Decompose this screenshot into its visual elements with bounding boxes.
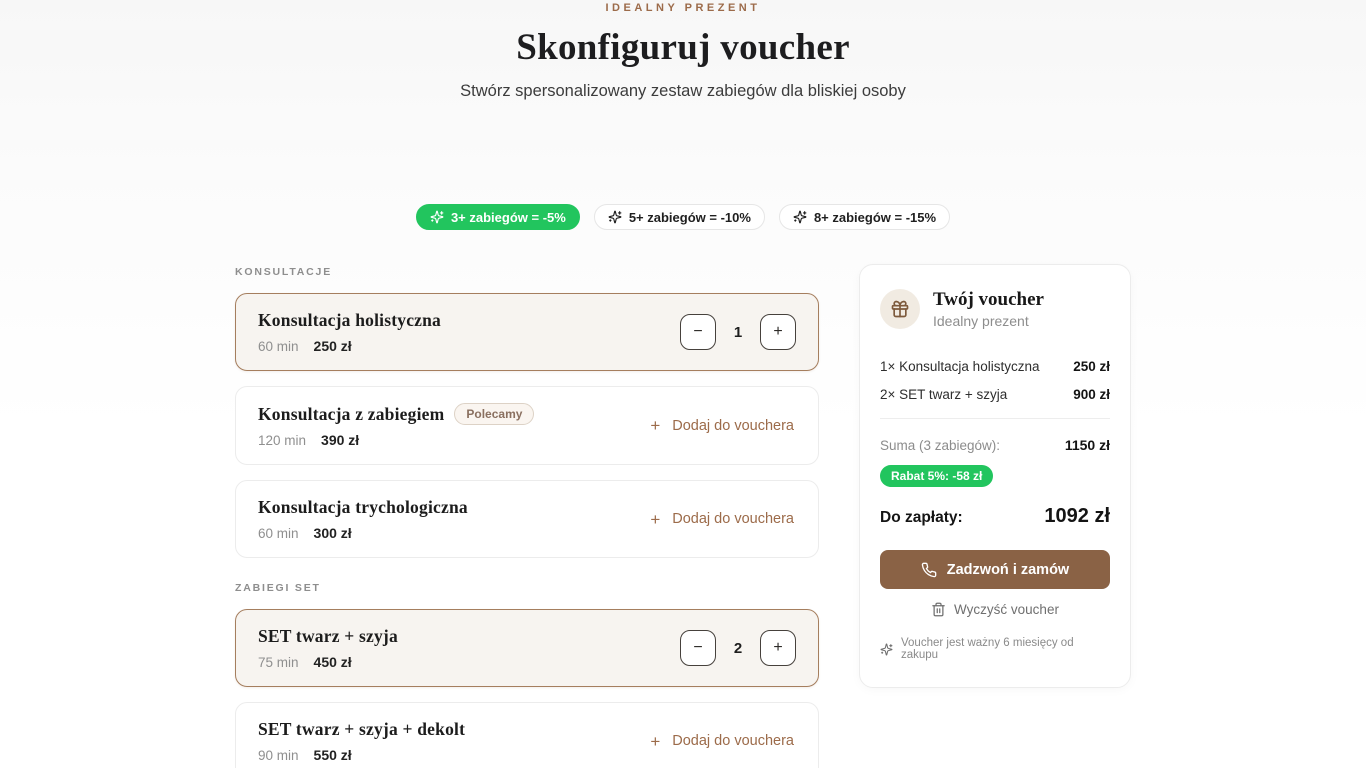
voucher-line-item — [880, 387, 1110, 402]
voucher-header-text — [933, 289, 1044, 329]
add-to-voucher-label: Dodaj do vouchera — [672, 511, 794, 527]
trash-icon — [931, 602, 946, 617]
item-info — [258, 497, 468, 541]
item-price: 300 zł — [313, 525, 352, 541]
page-header — [0, 0, 1366, 101]
discount-badge-5plus — [594, 204, 765, 230]
item-name: SET twarz + szyja — [258, 626, 398, 646]
discount-badges-row — [0, 204, 1366, 230]
item-name: SET twarz + szyja + dekolt — [258, 719, 466, 739]
item-info — [258, 719, 465, 763]
decrease-quantity-button[interactable]: − — [680, 630, 716, 666]
item-price: 550 zł — [313, 747, 352, 763]
eyebrow-label: IDEALNY PREZENT — [605, 2, 761, 14]
item-card-konsultacja-z-zabiegiem — [235, 386, 819, 465]
item-card-konsultacja-trychologiczna — [235, 480, 819, 558]
increase-quantity-button[interactable]: + — [760, 630, 796, 666]
quantity-value: 1 — [733, 323, 743, 341]
discount-badge-8plus — [779, 204, 950, 230]
voucher-summary-card — [859, 264, 1131, 688]
item-duration: 90 min — [258, 748, 299, 763]
sparkles-icon — [793, 210, 807, 224]
item-price: 450 zł — [313, 654, 352, 670]
main-content — [235, 266, 1131, 768]
add-to-voucher-label: Dodaj do vouchera — [672, 417, 794, 434]
item-card-set-twarz-szyja — [235, 609, 819, 687]
clear-voucher-button[interactable] — [931, 602, 1059, 617]
validity-note-text: Voucher jest ważny 6 miesięcy od zakupu — [901, 637, 1074, 661]
item-duration: 75 min — [258, 655, 299, 670]
sparkles-icon — [880, 643, 893, 656]
item-card-set-twarz-szyja-dekolt — [235, 702, 819, 768]
add-to-voucher-button[interactable] — [650, 511, 796, 528]
sparkles-icon — [608, 210, 622, 224]
plus-icon: + — [650, 416, 661, 435]
add-to-voucher-label: Dodaj do vouchera — [672, 733, 794, 749]
item-name: Konsultacja holistyczna — [258, 310, 442, 330]
item-card-konsultacja-holistyczna — [235, 293, 819, 371]
item-duration: 120 min — [258, 433, 307, 448]
catalog-column — [235, 266, 819, 768]
discount-badge-3plus — [416, 204, 580, 230]
total-row — [880, 505, 1110, 528]
subtotal-row — [880, 437, 1110, 453]
recommended-badge: Polecamy — [454, 403, 534, 425]
voucher-subtitle: Idealny prezent — [933, 313, 1029, 329]
validity-note — [880, 637, 1110, 661]
item-duration: 60 min — [258, 339, 299, 354]
subtotal-label: Suma (3 zabiegów): — [880, 438, 1001, 453]
total-label: Do zapłaty: — [880, 509, 963, 526]
plus-icon: + — [650, 731, 661, 751]
total-value: 1092 zł — [1044, 505, 1110, 527]
subtotal-value: 1150 zł — [1064, 437, 1110, 453]
voucher-header — [880, 289, 1110, 329]
discount-badge-label: 3+ zabiegów = -5% — [450, 209, 566, 225]
discount-badge-label: 5+ zabiegów = -10% — [628, 209, 751, 225]
plus-icon: + — [650, 509, 661, 529]
decrease-quantity-button[interactable]: − — [680, 314, 716, 350]
discount-applied-badge: Rabat 5%: -58 zł — [880, 465, 993, 487]
gift-icon — [880, 289, 920, 329]
summary-divider — [880, 418, 1110, 419]
call-and-order-label: Zadzwoń i zamów — [946, 561, 1070, 578]
item-info — [258, 310, 441, 354]
quantity-stepper — [680, 314, 796, 350]
voucher-line-item — [880, 359, 1110, 374]
voucher-title: Twój voucher — [933, 289, 1044, 310]
page-subtitle: Stwórz spersonalizowany zestaw zabiegów dla bliskiej osoby — [460, 82, 906, 100]
phone-icon — [921, 562, 937, 578]
increase-quantity-button[interactable]: + — [760, 314, 796, 350]
line-item-value: 250 zł — [1073, 359, 1110, 374]
item-name: Konsultacja trychologiczna — [258, 497, 468, 517]
discount-badge-label: 8+ zabiegów = -15% — [813, 209, 937, 225]
call-and-order-button[interactable] — [880, 550, 1110, 589]
item-price: 250 zł — [313, 338, 352, 354]
line-item-label: 2× SET twarz + szyja — [880, 387, 1008, 402]
item-duration: 60 min — [258, 526, 299, 541]
item-name: Konsultacja z zabiegiem — [258, 403, 445, 424]
line-item-value: 900 zł — [1073, 387, 1110, 402]
line-item-label: 1× Konsultacja holistyczna — [880, 359, 1040, 374]
section-label-zabiegi-set: ZABIEGI SET — [235, 582, 321, 594]
item-info — [258, 403, 534, 448]
clear-voucher-label: Wyczyść voucher — [954, 602, 1059, 617]
sparkles-icon — [430, 210, 444, 224]
page-title: Skonfiguruj voucher — [516, 27, 850, 68]
item-price: 390 zł — [321, 432, 360, 448]
add-to-voucher-button[interactable] — [650, 733, 796, 750]
add-to-voucher-button[interactable] — [650, 417, 796, 434]
quantity-stepper — [680, 630, 796, 666]
section-label-konsultacje: KONSULTACJE — [235, 266, 332, 278]
item-info — [258, 626, 398, 670]
quantity-value: 2 — [733, 639, 743, 657]
